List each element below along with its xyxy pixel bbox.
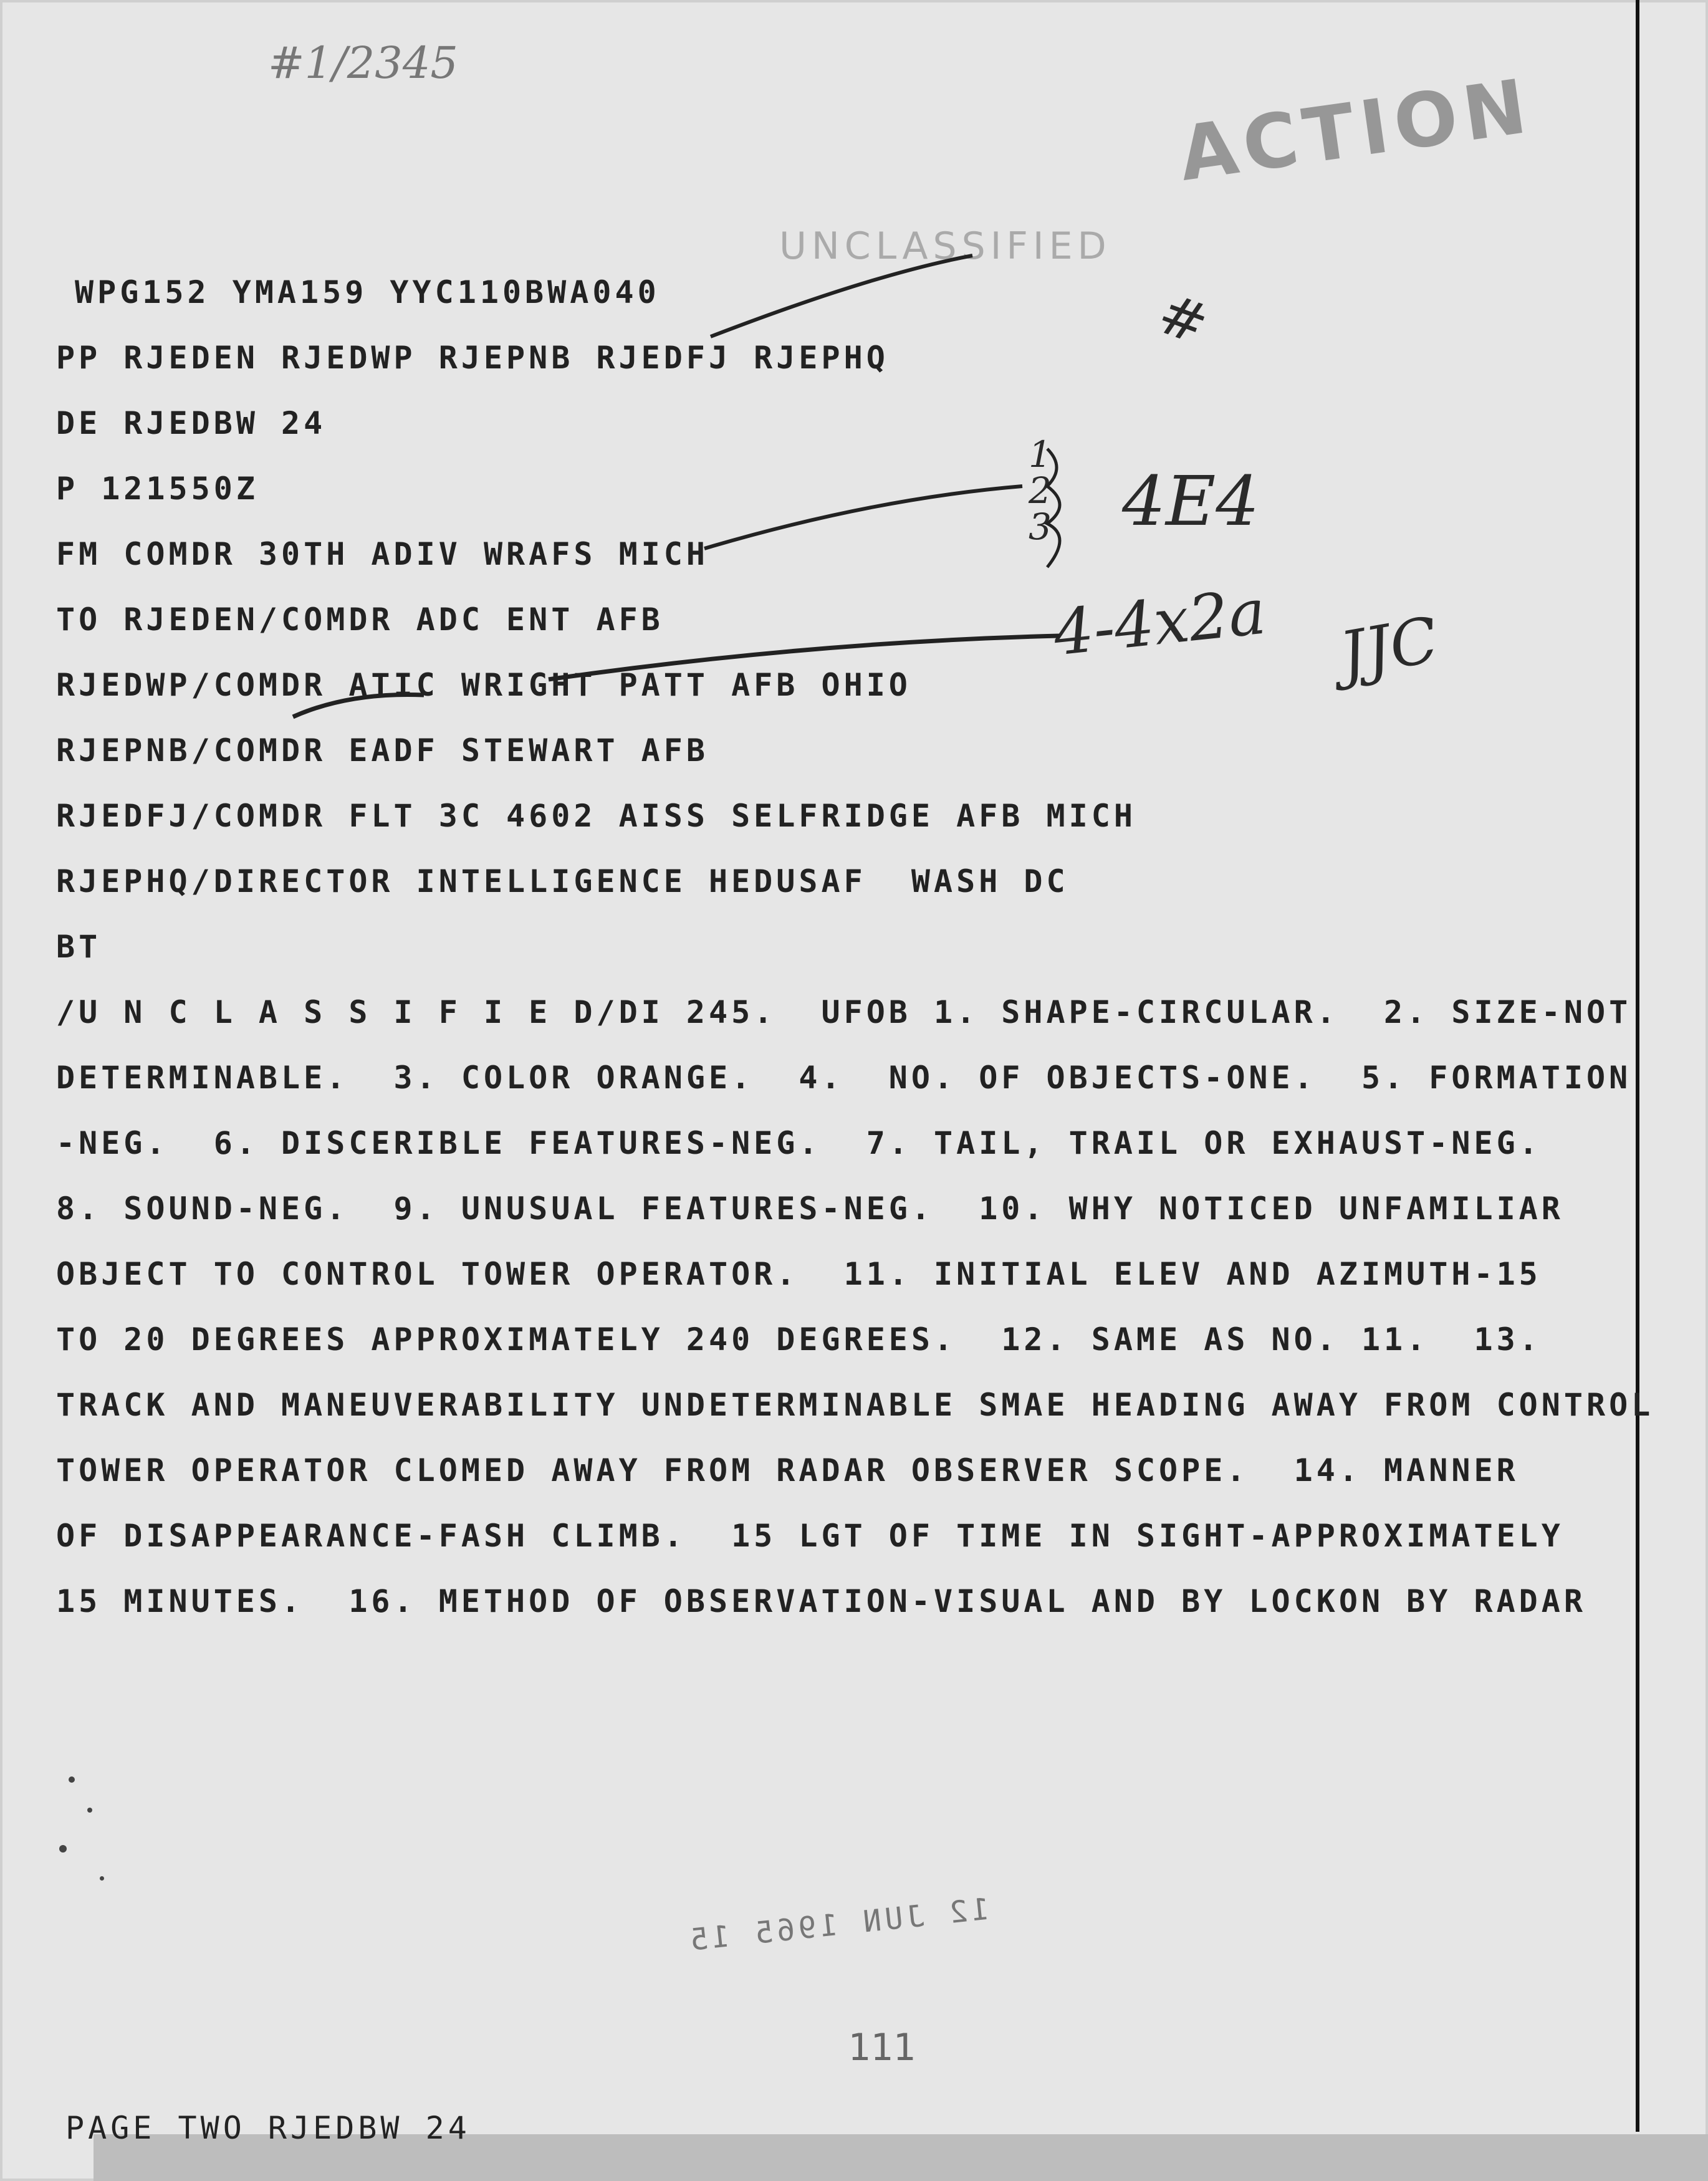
date-time-group: P 121550Z [56, 471, 259, 507]
addressee-selfridge: RJEDFJ/COMDR FLT 3C 4602 AISS SELFRIDGE AFB MICH [56, 798, 1136, 834]
scan-speck [100, 1876, 104, 1881]
scan-speck [87, 1808, 92, 1813]
body-line: /U N C L A S S I F I E D/DI 245. UFOB 1. SHAPE-CIRCULAR. 2. SIZE-NOT [56, 994, 1632, 1030]
body-line: 8. SOUND-NEG. 9. UNUSUAL FEATURES-NEG. 10. WHY NOTICED UNFAMILIAR [56, 1191, 1564, 1227]
page-footer: PAGE TWO RJEDBW 24 [65, 2110, 471, 2146]
handwritten-note-4x2a: 4-4x2a [1050, 575, 1269, 670]
mirrored-date-stamp: 12 JUN 1965 15 [684, 1891, 992, 1958]
addressee-atic: RJEDWP/COMDR ATIC WRIGHT PATT AFB OHIO [56, 667, 911, 703]
handwritten-numbers: 1 2 3 [1029, 433, 1052, 548]
to-line: TO RJEDEN/COMDR ADC ENT AFB [56, 602, 664, 638]
station-line: DE RJEDBW 24 [56, 405, 327, 441]
body-line: 15 MINUTES. 16. METHOD OF OBSERVATION-VISUAL AND BY LOCKON BY RADAR [56, 1583, 1586, 1619]
handwritten-checkmark: # [1149, 280, 1217, 358]
body-line: TO 20 DEGREES APPROXIMATELY 240 DEGREES. 12. SAME AS NO. 11. 13. [56, 1321, 1542, 1358]
scan-speck [59, 1845, 67, 1853]
body-line: OBJECT TO CONTROL TOWER OPERATOR. 11. INITIAL ELEV AND AZIMUTH-15 [56, 1256, 1542, 1292]
body-line: TOWER OPERATOR CLOMED AWAY FROM RADAR OBSERVER SCOPE. 14. MANNER [56, 1452, 1519, 1488]
from-line: FM COMDR 30TH ADIV WRAFS MICH [56, 536, 709, 572]
body-line: TRACK AND MANEUVERABILITY UNDETERMINABLE SMAE HEADING AWAY FROM CONTROL [56, 1387, 1654, 1423]
precedence-line: PP RJEDEN RJEDWP RJEPNB RJEDFJ RJEPHQ [56, 340, 889, 376]
break-line: BT [56, 929, 102, 965]
body-line: DETERMINABLE. 3. COLOR ORANGE. 4. NO. OF OBJECTS-ONE. 5. FORMATION [56, 1060, 1632, 1096]
addressee-hedusaf: RJEPHQ/DIRECTOR INTELLIGENCE HEDUSAF WASH DC [56, 863, 1069, 899]
handwritten-top-number: #1/2345 [268, 37, 458, 89]
body-line: OF DISAPPEARANCE-FASH CLIMB. 15 LGT OF TIME IN SIGHT-APPROXIMATELY [56, 1518, 1564, 1554]
bottom-mark: 111 [848, 2026, 916, 2069]
faint-classification-stamp: UNCLASSIFIED [779, 224, 1111, 268]
scan-speck [69, 1776, 75, 1783]
handwritten-initials: JJC [1335, 603, 1444, 692]
action-stamp: ACTION [1174, 63, 1538, 198]
routing-line: WPG152 YMA159 YYC110BWA040 [75, 274, 660, 310]
handwritten-note-4e4: 4E4 [1122, 461, 1260, 541]
body-line: -NEG. 6. DISCERIBLE FEATURES-NEG. 7. TAIL, TRAIL OR EXHAUST-NEG. [56, 1125, 1542, 1161]
addressee-eadf: RJEPNB/COMDR EADF STEWART AFB [56, 732, 709, 769]
